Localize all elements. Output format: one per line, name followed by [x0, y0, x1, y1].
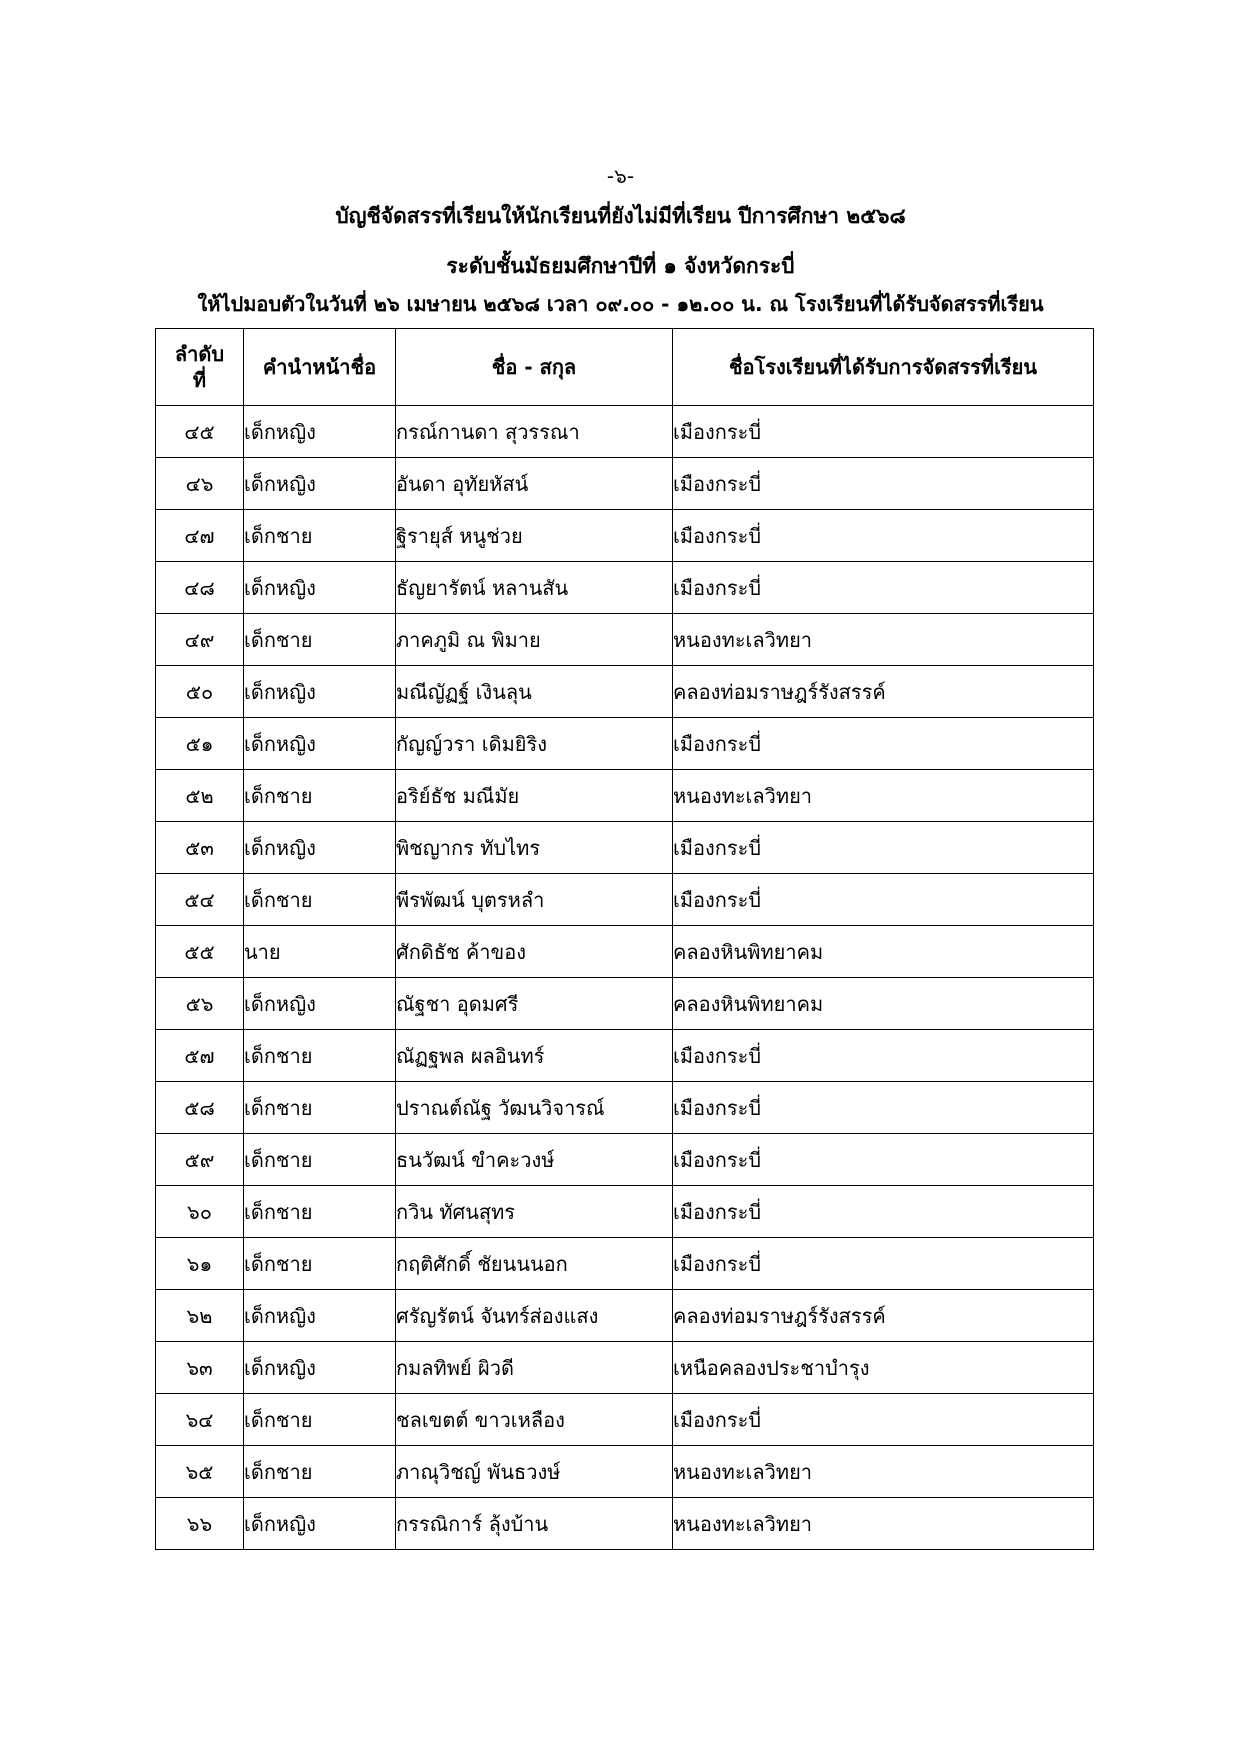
table-row: [156, 406, 1094, 458]
table-row: [156, 1082, 1094, 1134]
row-number: ๔๙: [156, 614, 244, 666]
document-title: บัญชีจัดสรรที่เรียนให้นักเรียนที่ยังไม่มีที่เรียน ปีการศึกษา ๒๕๖๘: [335, 204, 906, 228]
table-row: [156, 718, 1094, 770]
row-number: ๕๑: [156, 718, 244, 770]
row-number: ๕๖: [156, 978, 244, 1030]
row-school: เมืองกระบี่: [673, 718, 1094, 770]
row-full-name: ชลเขตต์ ขาวเหลือง: [396, 1394, 673, 1446]
row-school: เมืองกระบี่: [673, 1082, 1094, 1134]
table-row: [156, 1290, 1094, 1342]
header-name: ชื่อ - สกุล: [396, 329, 673, 406]
row-prefix: เด็กชาย: [244, 874, 396, 926]
row-school: เมืองกระบี่: [673, 406, 1094, 458]
row-full-name: พีรพัฒน์ บุตรหลำ: [396, 874, 673, 926]
row-number: ๖๕: [156, 1446, 244, 1498]
row-school: เมืองกระบี่: [673, 562, 1094, 614]
row-school: คลองหินพิทยาคม: [673, 926, 1094, 978]
row-number: ๖๐: [156, 1186, 244, 1238]
header-prefix: คำนำหน้าชื่อ: [244, 329, 396, 406]
row-school: หนองทะเลวิทยา: [673, 1446, 1094, 1498]
row-school: เมืองกระบี่: [673, 1030, 1094, 1082]
row-prefix: นาย: [244, 926, 396, 978]
header-number-line2: ที่: [192, 368, 207, 392]
row-number: ๕๐: [156, 666, 244, 718]
page-number: -๖-: [606, 164, 635, 188]
row-full-name: ณัฐชา อุดมศรี: [396, 978, 673, 1030]
row-number: ๔๕: [156, 406, 244, 458]
row-prefix: เด็กชาย: [244, 510, 396, 562]
row-full-name: มณีญัฏฐ์ เงินลุน: [396, 666, 673, 718]
table-row: [156, 1186, 1094, 1238]
table-row: [156, 1342, 1094, 1394]
row-prefix: เด็กหญิง: [244, 666, 396, 718]
row-prefix: เด็กหญิง: [244, 718, 396, 770]
row-school: เมืองกระบี่: [673, 458, 1094, 510]
row-full-name: กรรณิการ์ ลุ้งบ้าน: [396, 1498, 673, 1550]
row-prefix: เด็กหญิง: [244, 1290, 396, 1342]
row-full-name: ศรัญรัตน์ จันทร์ส่องแสง: [396, 1290, 673, 1342]
row-number: ๔๖: [156, 458, 244, 510]
row-prefix: เด็กหญิง: [244, 1498, 396, 1550]
row-prefix: เด็กหญิง: [244, 978, 396, 1030]
row-full-name: กรณ์กานดา สุวรรณา: [396, 406, 673, 458]
row-full-name: ณัฏฐพล ผลอินทร์: [396, 1030, 673, 1082]
row-prefix: เด็กชาย: [244, 1394, 396, 1446]
row-full-name: ภาคภูมิ ณ พิมาย: [396, 614, 673, 666]
table-row: [156, 926, 1094, 978]
row-full-name: ธนวัฒน์ ขำคะวงษ์: [396, 1134, 673, 1186]
row-number: ๕๓: [156, 822, 244, 874]
table-header-row: [156, 329, 1094, 406]
row-number: ๔๗: [156, 510, 244, 562]
table-row: [156, 874, 1094, 926]
row-full-name: อริย์ธัช มณีมัย: [396, 770, 673, 822]
row-full-name: กฤติศักดิ์ ชัยนนนอก: [396, 1238, 673, 1290]
header-number: [156, 329, 244, 406]
row-prefix: เด็กหญิง: [244, 458, 396, 510]
header-number-line1: ลำดับ: [174, 342, 225, 366]
row-school: คลองหินพิทยาคม: [673, 978, 1094, 1030]
row-prefix: เด็กชาย: [244, 614, 396, 666]
row-prefix: เด็กชาย: [244, 1082, 396, 1134]
row-number: ๕๕: [156, 926, 244, 978]
row-school: เมืองกระบี่: [673, 1134, 1094, 1186]
row-full-name: ปราณต์ณัฐ วัฒนวิจารณ์: [396, 1082, 673, 1134]
table-row: [156, 1238, 1094, 1290]
row-school: เมืองกระบี่: [673, 510, 1094, 562]
row-full-name: กมลทิพย์ ผิวดี: [396, 1342, 673, 1394]
row-prefix: เด็กชาย: [244, 1134, 396, 1186]
allocation-table: [155, 328, 1094, 1550]
table-row: [156, 770, 1094, 822]
row-full-name: กวิน ทัศนสุทร: [396, 1186, 673, 1238]
table-row: [156, 614, 1094, 666]
row-number: ๕๘: [156, 1082, 244, 1134]
row-school: เมืองกระบี่: [673, 1186, 1094, 1238]
row-school: คลองท่อมราษฎร์รังสรรค์: [673, 666, 1094, 718]
row-number: ๖๑: [156, 1238, 244, 1290]
row-school: เหนือคลองประชาบำรุง: [673, 1342, 1094, 1394]
table-row: [156, 1134, 1094, 1186]
table-row: [156, 1394, 1094, 1446]
row-school: เมืองกระบี่: [673, 1394, 1094, 1446]
row-number: ๖๔: [156, 1394, 244, 1446]
table-row: [156, 510, 1094, 562]
row-full-name: อันดา อุทัยหัสน์: [396, 458, 673, 510]
row-full-name: กัญญ์วรา เดิมยิริง: [396, 718, 673, 770]
row-school: เมืองกระบี่: [673, 1238, 1094, 1290]
row-prefix: เด็กหญิง: [244, 1342, 396, 1394]
row-number: ๖๖: [156, 1498, 244, 1550]
row-number: ๔๘: [156, 562, 244, 614]
row-prefix: เด็กชาย: [244, 1238, 396, 1290]
row-number: ๕๔: [156, 874, 244, 926]
row-full-name: ภาณุวิชญ์ พันธวงษ์: [396, 1446, 673, 1498]
row-school: หนองทะเลวิทยา: [673, 614, 1094, 666]
row-full-name: ฐิรายุส์ หนูช่วย: [396, 510, 673, 562]
table-row: [156, 666, 1094, 718]
row-number: ๕๒: [156, 770, 244, 822]
row-number: ๖๒: [156, 1290, 244, 1342]
row-full-name: ธัญยารัตน์ หลานสัน: [396, 562, 673, 614]
row-number: ๖๓: [156, 1342, 244, 1394]
table-row: [156, 822, 1094, 874]
row-prefix: เด็กหญิง: [244, 406, 396, 458]
row-prefix: เด็กชาย: [244, 1030, 396, 1082]
row-full-name: พิชญากร ทับไทร: [396, 822, 673, 874]
row-school: เมืองกระบี่: [673, 874, 1094, 926]
row-full-name: ศักดิธัช ค้าของ: [396, 926, 673, 978]
report-instruction: ให้ไปมอบตัวในวันที่ ๒๖ เมษายน ๒๕๖๘ เวลา ๐๙.๐๐ - ๑๒.๐๐ น. ณ โรงเรียนที่ได้รับจัดสรรที่เรียน: [197, 292, 1044, 316]
header-school: ชื่อโรงเรียนที่ได้รับการจัดสรรที่เรียน: [673, 329, 1094, 406]
table-row: [156, 458, 1094, 510]
row-prefix: เด็กหญิง: [244, 562, 396, 614]
row-school: หนองทะเลวิทยา: [673, 1498, 1094, 1550]
table-body: [156, 406, 1094, 1550]
table-row: [156, 978, 1094, 1030]
row-prefix: เด็กชาย: [244, 770, 396, 822]
row-number: ๕๗: [156, 1030, 244, 1082]
row-prefix: เด็กชาย: [244, 1446, 396, 1498]
row-number: ๕๙: [156, 1134, 244, 1186]
table-row: [156, 1030, 1094, 1082]
table-row: [156, 562, 1094, 614]
row-school: เมืองกระบี่: [673, 822, 1094, 874]
row-school: หนองทะเลวิทยา: [673, 770, 1094, 822]
document-subtitle: ระดับชั้นมัธยมศึกษาปีที่ ๑ จังหวัดกระบี่: [446, 254, 795, 278]
row-prefix: เด็กชาย: [244, 1186, 396, 1238]
row-school: คลองท่อมราษฎร์รังสรรค์: [673, 1290, 1094, 1342]
table-row: [156, 1446, 1094, 1498]
table-row: [156, 1498, 1094, 1550]
row-prefix: เด็กหญิง: [244, 822, 396, 874]
